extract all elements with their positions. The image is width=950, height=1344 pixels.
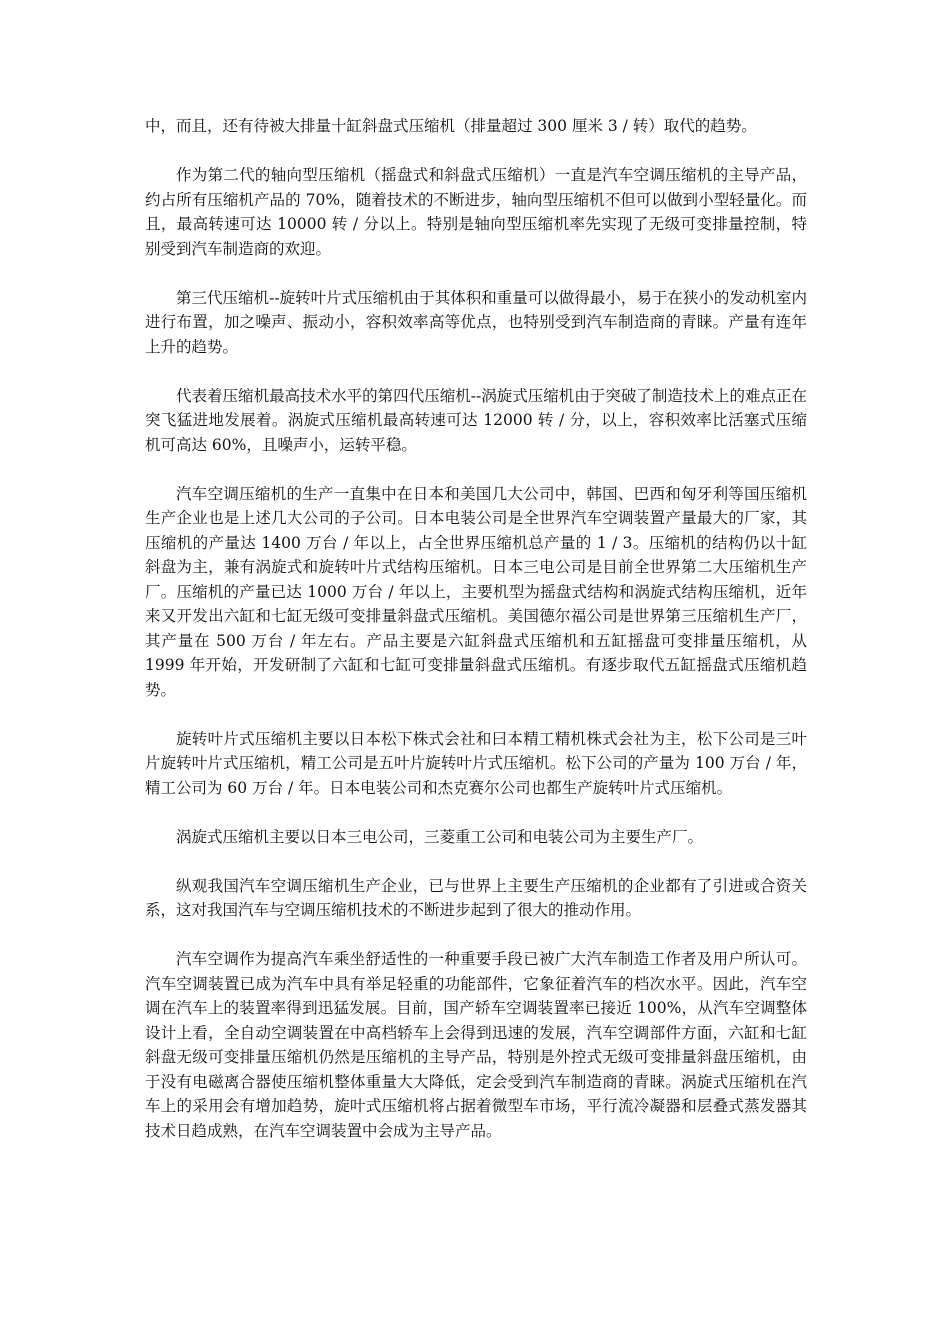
paragraph-axial-compressor: 作为第二代的轴向型压缩机（摇盘式和斜盘式压缩机）一直是汽车空调压缩机的主导产品，约占所有压缩机产品的 70%，随着技术的不断进步，轴向型压缩机不但可以做到小型轻量化。而且，最高转速可达 10000 转 / 分以上。特别是轴向型压缩机率先实现了无级可变排量控制，特别受到汽车制造商的欢迎。: [145, 166, 807, 258]
paragraph-rotary-vane-makers: 旋转叶片式压缩机主要以日本松下株式会社和曰本精工精机株式会社为主，松下公司是三叶片旋转叶片式压缩机，精工公司是五叶片旋转叶片式压缩机。松下公司的产量为 100 万台 / 年，精工公司为 60 万台 / 年。日本电装公司和杰克赛尔公司也都生产旋转叶片式压缩机。: [145, 729, 807, 797]
paragraph-domestic-industry: 纵观我国汽车空调压缩机生产企业，已与世界上主要生产压缩机的企业都有了引进或合资关系，这对我国汽车与空调压缩机技术的不断进步起到了很大的推动作用。: [145, 876, 807, 919]
paragraph-scroll-makers: 涡旋式压缩机主要以日本三电公司，三菱重工公司和电装公司为主要生产厂。: [176, 827, 704, 846]
paragraph-manufacturers: 汽车空调压缩机的生产一直集中在日本和美国几大公司中，韩国、巴西和匈牙利等国压缩机生产企业也是上述几大公司的子公司。日本电装公司是全世界汽车空调装置产量最大的厂家，其压缩机的产量达 1400 万台 / 年以上，占全世界压缩机总产量的 1 / 3。压缩机的结构仍以十缸斜盘为主，兼有涡旋式和旋转叶片式结构压缩机。日本三电公司是目前全世界第二大压缩机生产厂。压缩机的产量已达 1000 万台 / 年以上，主要机型为摇盘式结构和涡旋式结构压缩机，近年来又开发出六缸和七缸无级可变排量斜盘式压缩机。美国德尔福公司是世界第三压缩机生产厂，其产量在 500 万台 / 年左右。产品主要是六缸斜盘式压缩机和五缸摇盘可变排量压缩机，从 1999 年开始，开发研制了六缸和七缸可变排量斜盘式压缩机。有逐步取代五缸摇盘式压缩机趋势。: [145, 484, 807, 699]
paragraph-outlook: 汽车空调作为提高汽车乘坐舒适性的一种重要手段已被广大汽车制造工作者及用户所认可。汽车空调装置已成为汽车中具有举足轻重的功能部件，它象征着汽车的档次水平。因此，汽车空调在汽车上的装置率得到迅猛发展。目前，国产轿车空调装置率已接近 100%，从汽车空调整体设计上看，全自动空调装置在中高档轿车上会得到迅速的发展，汽车空调部件方面，六缸和七缸斜盘无级可变排量压缩机仍然是压缩机的主导产品，特别是外控式无级可变排量斜盘压缩机，由于没有电磁离合器使压缩机整体重量大大降低，定会受到汽车制造商的青睐。涡旋式压缩机在汽车上的采用会有增加趋势，旋叶式压缩机将占据着微型车市场，平行流冷凝器和层叠式蒸发器其技术日趋成熟，在汽车空调装置中会成为主导产品。: [145, 950, 807, 1140]
paragraph-scroll-compressor: 代表着压缩机最高技术水平的第四代压缩机--涡旋式压缩机由于突破了制造技术上的难点正在突飞猛进地发展着。涡旋式压缩机最高转速可达 12000 转 / 分，以上，容积效率比活塞式压缩机可高达 60%，且噪声小，运转平稳。: [145, 386, 807, 454]
document-body: [145, 114, 807, 1168]
paragraph-continuation: 中，而且，还有待被大排量十缸斜盘式压缩机（排量超过 300 厘米 3 / 转）取代的趋势。: [145, 117, 757, 135]
paragraph-rotary-vane-compressor: 第三代压缩机--旋转叶片式压缩机由于其体积和重量可以做得最小，易于在狭小的发动机室内进行布置，加之噪声、振动小，容积效率高等优点，也特别受到汽车制造商的青睐。产量有连年上升的趋势。: [145, 288, 807, 356]
